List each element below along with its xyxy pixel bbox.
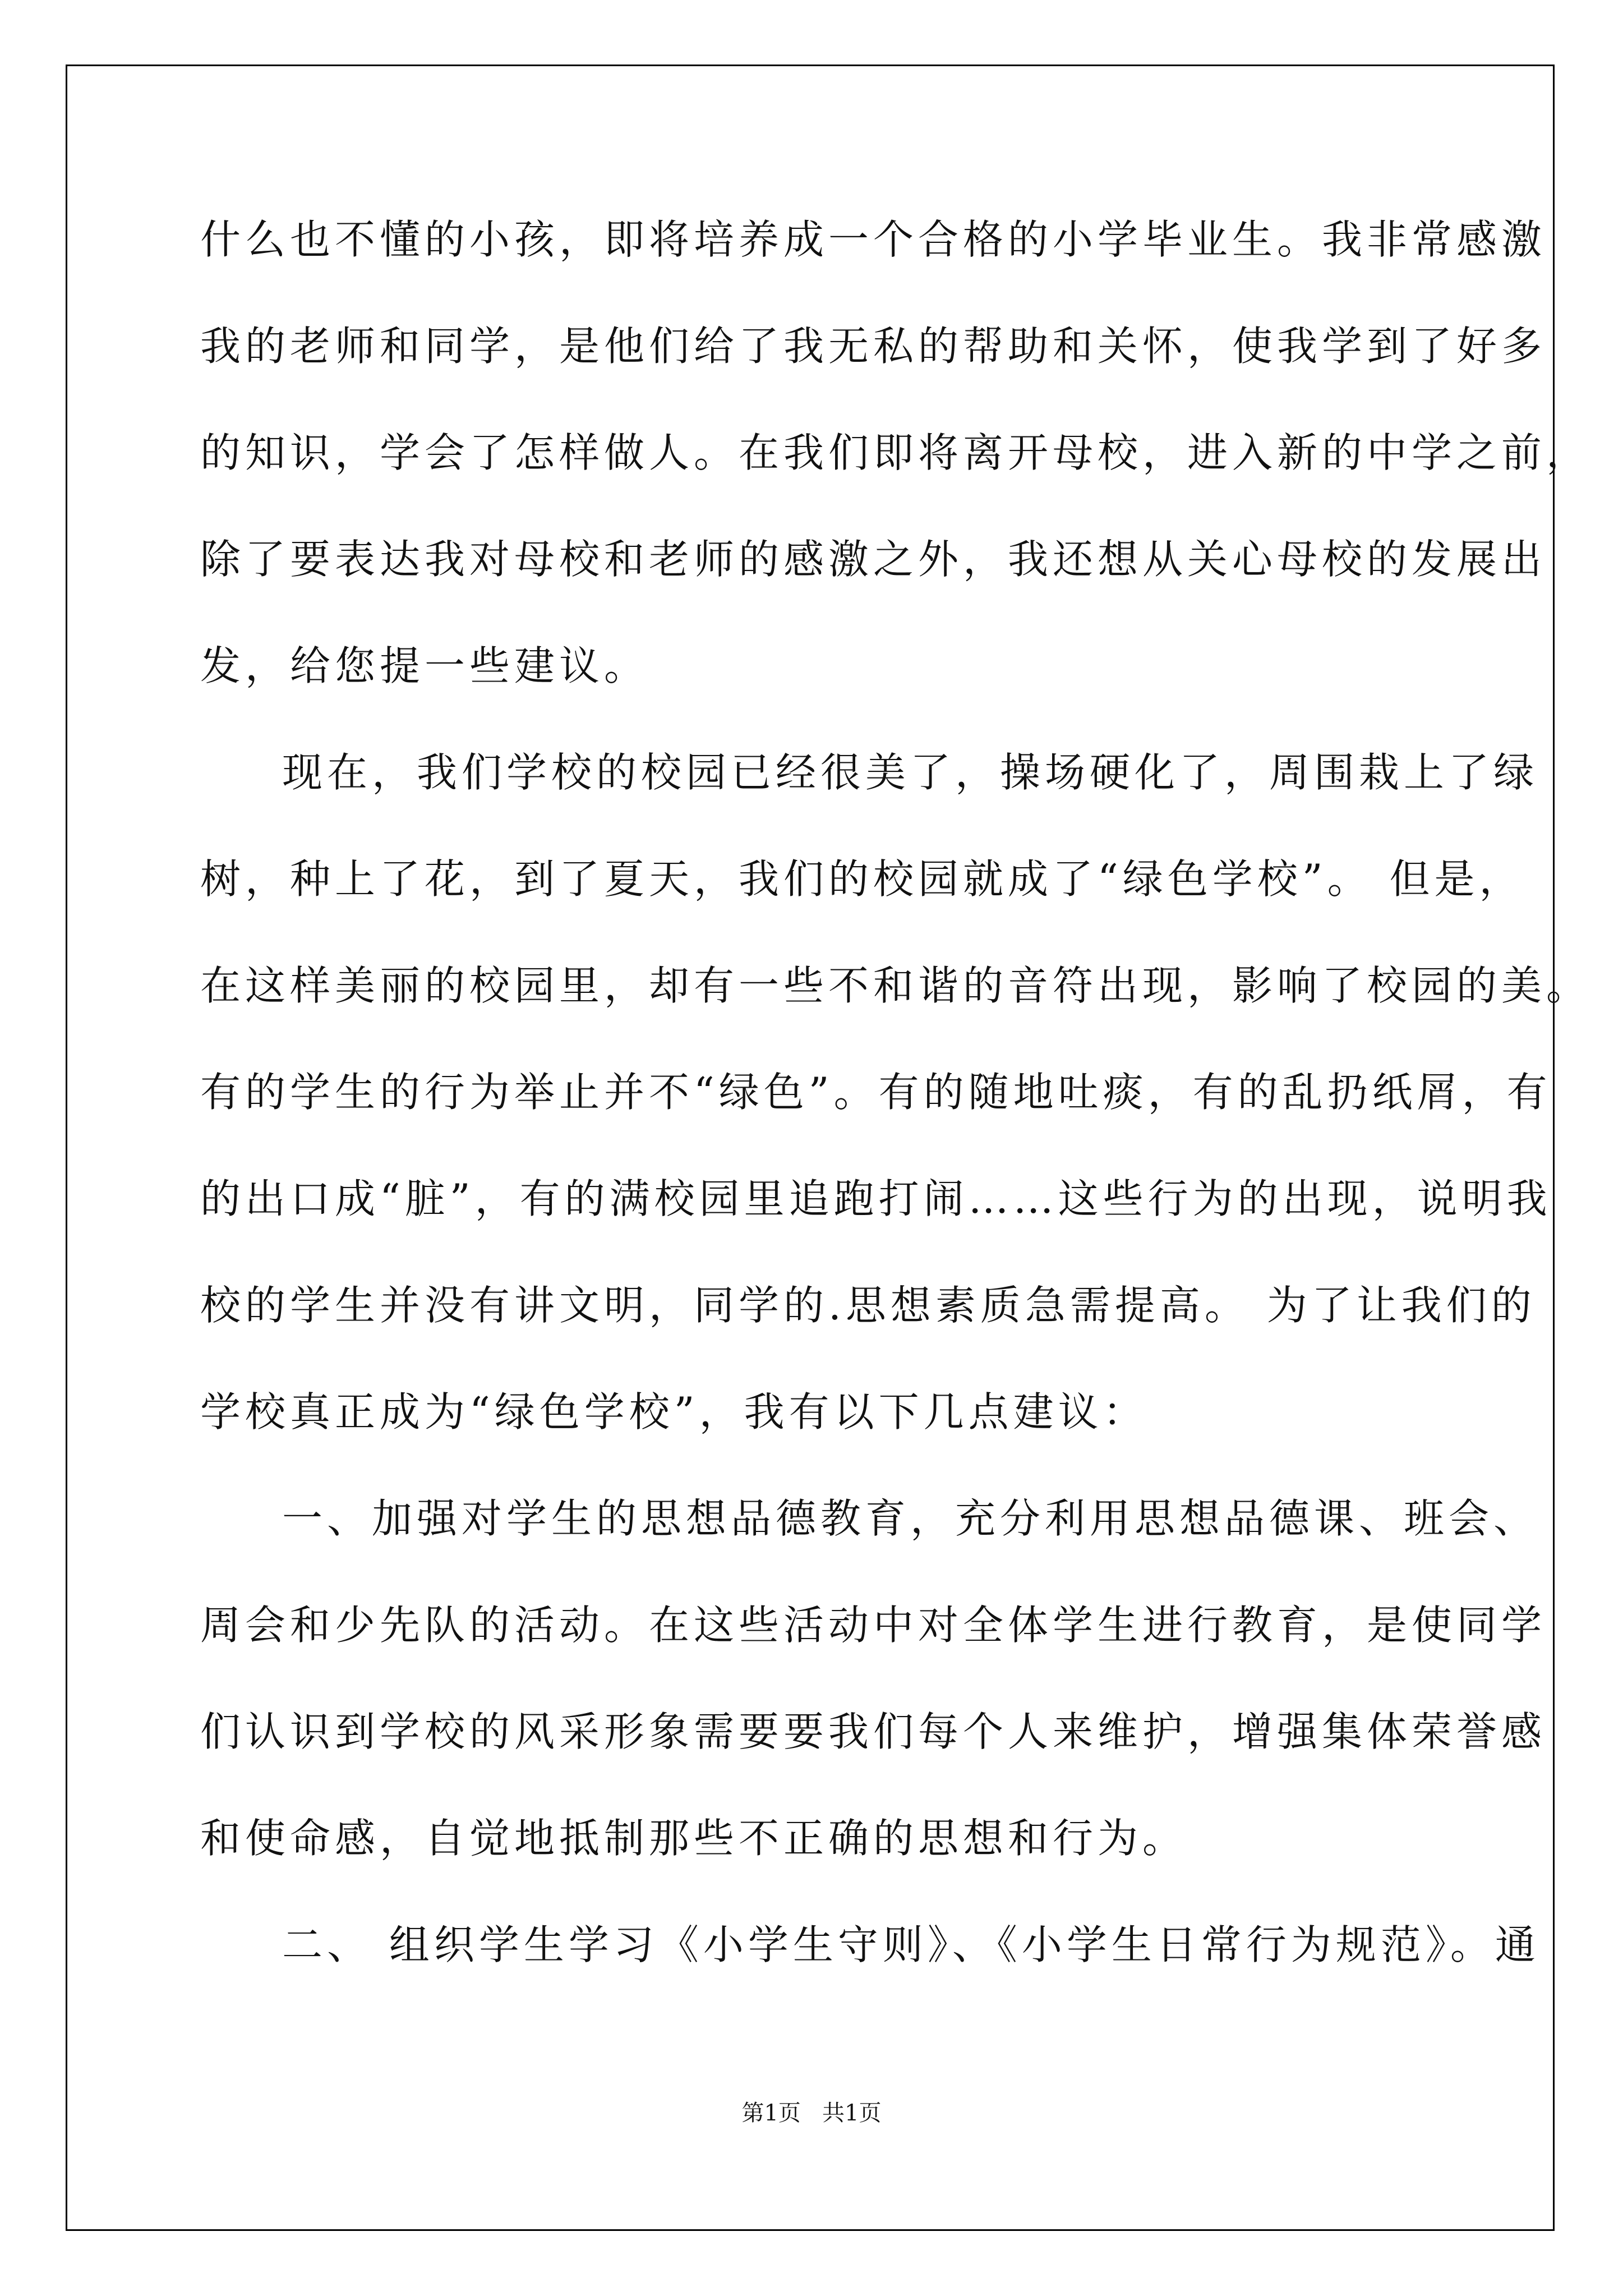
page-number: 第1页 共1页 bbox=[741, 2100, 882, 2126]
text-line: 树，种上了花，到了夏天，我们的校园就成了“绿色学校”。 但是， bbox=[200, 855, 1524, 903]
text-line: 们认识到学校的风采形象需要要我们每个人来维护，增强集体荣誉感 bbox=[200, 1708, 1547, 1755]
paragraph-start-line: 二、 组织学生学习《小学生守则》、《小学生日常行为规范》。通 bbox=[282, 1921, 1540, 1968]
text-line: 的知识，学会了怎样做人。在我们即将离开母校，进入新的中学之前， bbox=[200, 429, 1592, 476]
text-line: 有的学生的行为举止并不“绿色”。有的随地吐痰，有的乱扔纸屑，有 bbox=[200, 1069, 1552, 1116]
paragraph-start-line: 现在，我们学校的校园已经很美了，操场硬化了，周围栽上了绿 bbox=[282, 749, 1539, 796]
text-line: 我的老师和同学，是他们给了我无私的帮助和关怀，使我学到了好多 bbox=[200, 323, 1547, 370]
text-line: 什么也不懂的小孩，即将培养成一个合格的小学毕业生。我非常感激 bbox=[200, 216, 1547, 263]
text-line: 和使命感，自觉地抵制那些不正确的思想和行为。 bbox=[200, 1815, 1188, 1862]
document-body bbox=[200, 213, 1592, 2025]
text-line: 在这样美丽的校园里，却有一些不和谐的音符出现，影响了校园的美。 bbox=[200, 962, 1592, 1009]
text-line: 除了要表达我对母校和老师的感激之外，我还想从关心母校的发展出 bbox=[200, 536, 1547, 583]
text-line: 周会和少先队的活动。在这些活动中对全体学生进行教育，是使同学 bbox=[200, 1602, 1547, 1649]
text-line: 发，给您提一些建议。 bbox=[200, 642, 649, 689]
text-line: 校的学生并没有讲文明，同学的.思想素质急需提高。 为了让我们的 bbox=[200, 1282, 1536, 1329]
text-line: 的出口成“脏”，有的满校园里追跑打闹……这些行为的出现，说明我 bbox=[200, 1175, 1552, 1222]
paragraph-start-line: 一、加强对学生的思想品德教育，充分利用思想品德课、班会、 bbox=[282, 1495, 1539, 1542]
text-line: 学校真正成为“绿色学校”，我有以下几点建议： bbox=[200, 1388, 1148, 1435]
